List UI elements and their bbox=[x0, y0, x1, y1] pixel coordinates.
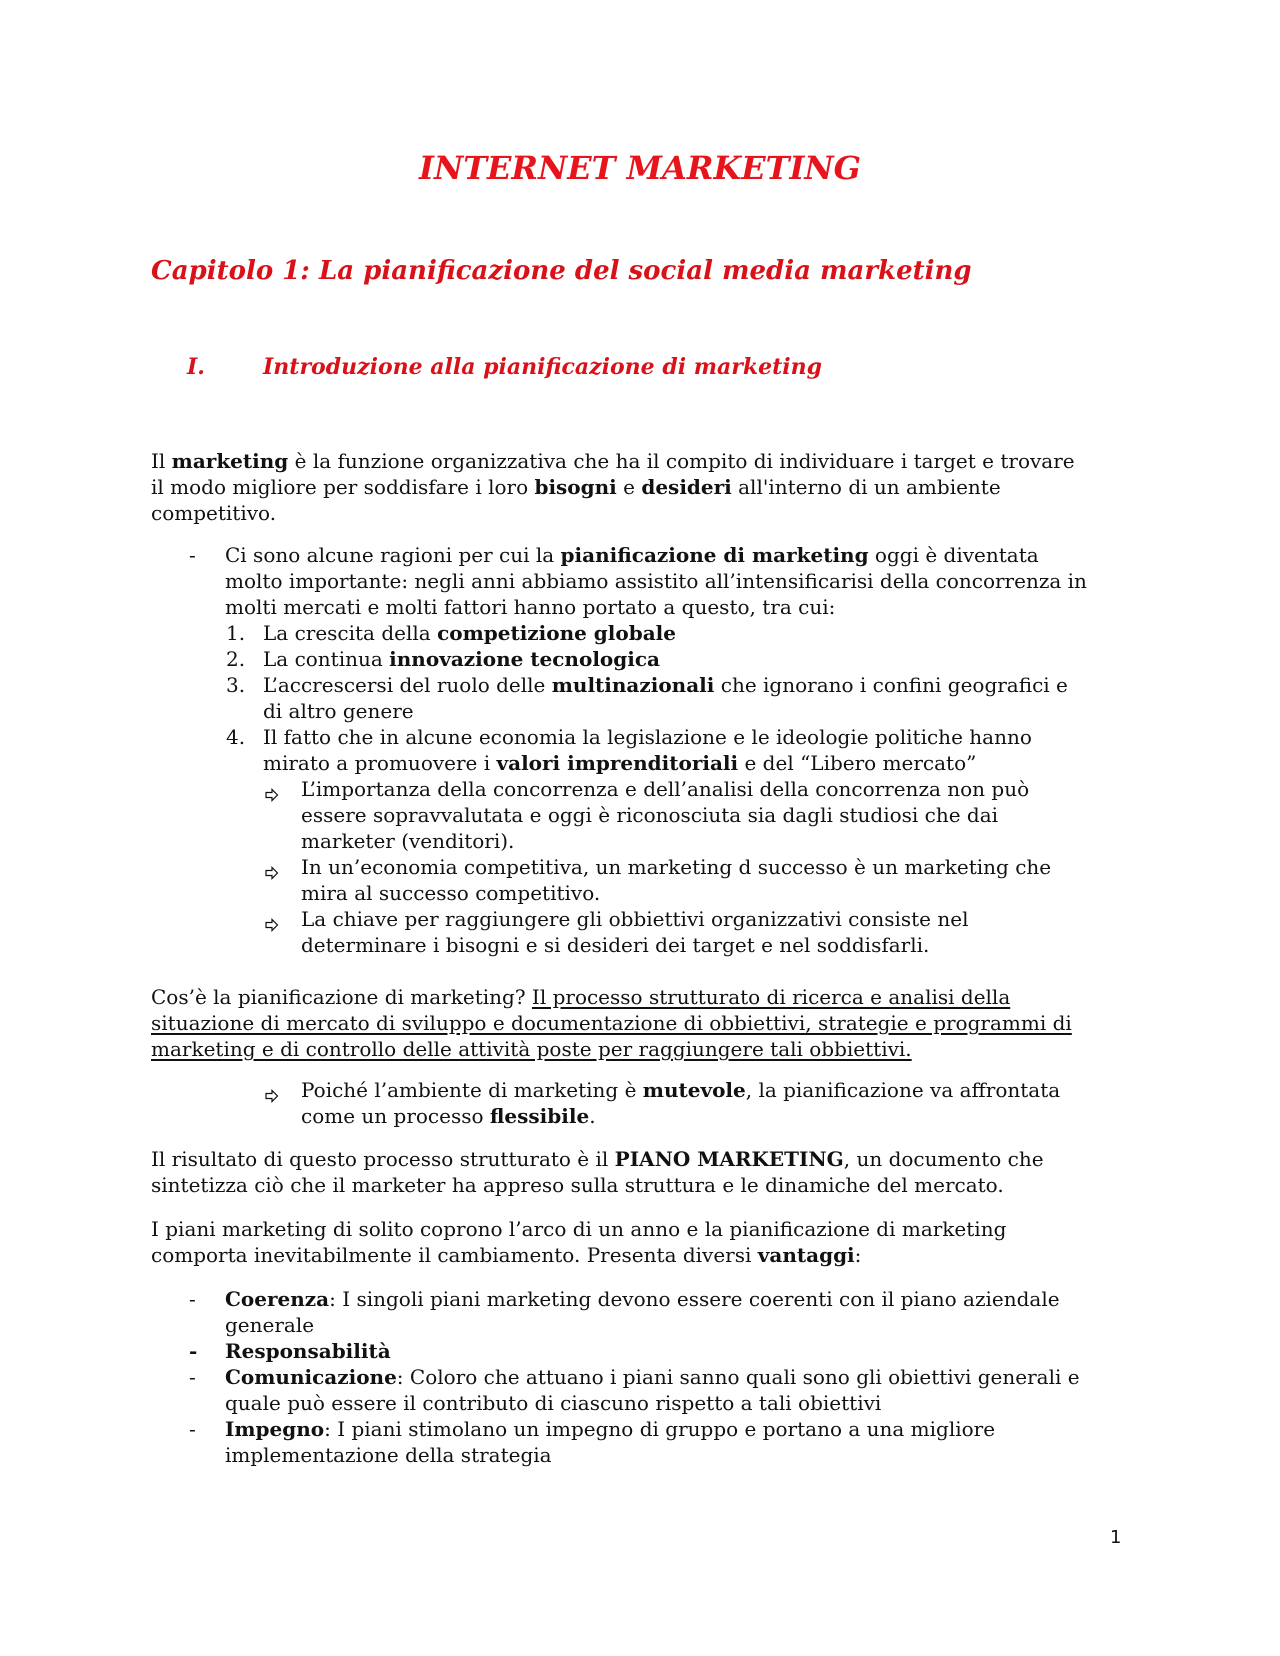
result-paragraph bbox=[151, 1146, 1131, 1198]
text: che ignorano i confini geografici e bbox=[714, 673, 1068, 697]
dash-bullet: - bbox=[189, 1417, 196, 1441]
dash-bullet: - bbox=[189, 1287, 196, 1311]
text: : I singoli piani marketing devono essere coerenti con il piano aziendale bbox=[329, 1287, 1060, 1311]
text: è la funzione organizzativa che ha il compito di individuare i target e trovare bbox=[288, 449, 1075, 473]
bold-term: PIANO MARKETING bbox=[614, 1147, 844, 1171]
text: comporta inevitabilmente il cambiamento. Presenta diversi bbox=[151, 1243, 758, 1267]
list-number: 1. bbox=[226, 621, 246, 645]
bold-term: desideri bbox=[641, 475, 732, 499]
dash-bullet: - bbox=[189, 1365, 196, 1389]
bold-term: flessibile bbox=[489, 1104, 590, 1128]
underlined-definition: situazione di mercato di sviluppo e documentazione di obbiettivi, strategie e programmi di bbox=[151, 1011, 1072, 1035]
text: all'interno di un ambiente bbox=[731, 475, 1001, 499]
definition-paragraph bbox=[151, 984, 1131, 1062]
text: essere sopravvalutata e oggi è riconosciuta sia dagli studiosi che dai bbox=[301, 803, 999, 827]
text: il modo migliore per soddisfare i loro bbox=[151, 475, 535, 499]
section-heading bbox=[187, 353, 822, 381]
text: determinare i bisogni e si desideri dei target e nel soddisfarli. bbox=[301, 933, 930, 957]
text: La crescita della bbox=[263, 621, 438, 645]
text: mirato a promuovere i bbox=[263, 751, 497, 775]
bold-term: multinazionali bbox=[551, 673, 715, 697]
text: I piani marketing di solito coprono l’arco di un anno e la pianificazione di marketing bbox=[151, 1217, 1007, 1241]
section-title: Introduzione alla pianificazione di marketing bbox=[263, 354, 822, 380]
list-item bbox=[189, 1416, 1205, 1442]
bold-term: pianificazione di marketing bbox=[560, 543, 869, 567]
text: Il bbox=[151, 449, 172, 473]
dash-bullet: - bbox=[189, 543, 196, 567]
bold-term: bisogni bbox=[534, 475, 617, 499]
text: implementazione della strategia bbox=[225, 1443, 552, 1467]
bold-term: Responsabilità bbox=[225, 1339, 391, 1363]
plans-paragraph bbox=[151, 1216, 1131, 1268]
bold-term: Comunicazione bbox=[225, 1365, 397, 1389]
text: generale bbox=[225, 1313, 315, 1337]
arrow-item bbox=[301, 1077, 1280, 1103]
text: molti mercati e molti fattori hanno portato a questo, tra cui: bbox=[225, 595, 836, 619]
arrow-list-2 bbox=[301, 1077, 1280, 1129]
text: In un’economia competitiva, un marketing d successo è un marketing che bbox=[301, 855, 1052, 879]
intro-paragraph bbox=[151, 448, 1131, 526]
text: di altro genere bbox=[263, 699, 414, 723]
text: quale può essere il contributo di ciascuno rispetto a tali obiettivi bbox=[225, 1391, 882, 1415]
bold-term: Coerenza bbox=[225, 1287, 330, 1311]
underlined-definition: marketing e di controllo delle attività poste per raggiungere tali obbiettivi. bbox=[151, 1037, 912, 1061]
bold-term: vantaggi bbox=[757, 1243, 855, 1267]
list-item bbox=[189, 1364, 1205, 1390]
text: competitivo. bbox=[151, 501, 277, 525]
list-item bbox=[226, 672, 1243, 698]
text: e bbox=[616, 475, 642, 499]
text: Poiché l’ambiente di marketing è bbox=[301, 1078, 643, 1102]
bold-term: Impegno bbox=[225, 1417, 325, 1441]
list-item bbox=[226, 646, 1243, 672]
text: : bbox=[854, 1243, 862, 1267]
page-number: 1 bbox=[1110, 1527, 1122, 1548]
text: molto importante: negli anni abbiamo assistito all’intensificarisi della concorrenza in bbox=[225, 569, 1087, 593]
list-item bbox=[189, 1338, 1205, 1364]
list-item bbox=[226, 620, 1243, 646]
bold-term: valori imprenditoriali bbox=[496, 751, 739, 775]
text: : Coloro che attuano i piani sanno quali sono gli obiettivi generali e bbox=[396, 1365, 1080, 1389]
text: La continua bbox=[263, 647, 390, 671]
arrow-item bbox=[301, 776, 1280, 802]
text: e del “Libero mercato” bbox=[738, 751, 977, 775]
text: , un documento che bbox=[843, 1147, 1044, 1171]
numbered-list bbox=[226, 620, 1243, 776]
bold-term: innovazione tecnologica bbox=[389, 647, 660, 671]
document-title: INTERNET MARKETING bbox=[418, 149, 861, 187]
text: L’accrescersi del ruolo delle bbox=[263, 673, 552, 697]
arrow-item bbox=[301, 854, 1280, 880]
list-item bbox=[189, 1286, 1205, 1312]
text: La chiave per raggiungere gli obbiettivi organizzativi consiste nel bbox=[301, 907, 969, 931]
arrow-right-outline-icon bbox=[265, 782, 279, 808]
advantages-list bbox=[189, 1286, 1205, 1468]
text: , la pianificazione va affrontata bbox=[745, 1078, 1061, 1102]
text: sintetizza ciò che il marketer ha appreso sulla struttura e le dinamiche del mercato. bbox=[151, 1173, 1004, 1197]
text: Ci sono alcune ragioni per cui la bbox=[225, 543, 561, 567]
dash-bullet: - bbox=[189, 1339, 198, 1363]
arrow-right-outline-icon bbox=[265, 912, 279, 938]
text: Cos’è la pianificazione di marketing? bbox=[151, 985, 532, 1009]
bullet-reasons bbox=[189, 542, 1205, 620]
text: marketer (venditori). bbox=[301, 829, 515, 853]
list-number: 3. bbox=[226, 673, 246, 697]
arrow-item bbox=[301, 906, 1280, 932]
text: mira al successo competitivo. bbox=[301, 881, 601, 905]
list-number: 4. bbox=[226, 725, 246, 749]
list-item bbox=[226, 724, 1243, 750]
text: Il risultato di questo processo strutturato è il bbox=[151, 1147, 615, 1171]
text: : I piani stimolano un impegno di gruppo e portano a una migliore bbox=[324, 1417, 996, 1441]
bold-term: marketing bbox=[171, 449, 289, 473]
list-number: 2. bbox=[226, 647, 246, 671]
section-number: I. bbox=[187, 354, 205, 380]
text: Il fatto che in alcune economia la legislazione e le ideologie politiche hanno bbox=[263, 725, 1032, 749]
text: oggi è diventata bbox=[868, 543, 1039, 567]
arrow-right-outline-icon bbox=[265, 860, 279, 886]
underlined-definition: Il processo strutturato di ricerca e analisi della bbox=[531, 985, 1011, 1009]
bold-term: competizione globale bbox=[437, 621, 676, 645]
chapter-heading: Capitolo 1: La pianificazione del social media marketing bbox=[151, 256, 972, 286]
text: L’importanza della concorrenza e dell’analisi della concorrenza non può bbox=[301, 777, 1030, 801]
arrow-right-outline-icon bbox=[265, 1083, 279, 1109]
text: . bbox=[589, 1104, 596, 1128]
arrow-list bbox=[301, 776, 1280, 958]
text: come un processo bbox=[301, 1104, 490, 1128]
bold-term: mutevole bbox=[642, 1078, 746, 1102]
